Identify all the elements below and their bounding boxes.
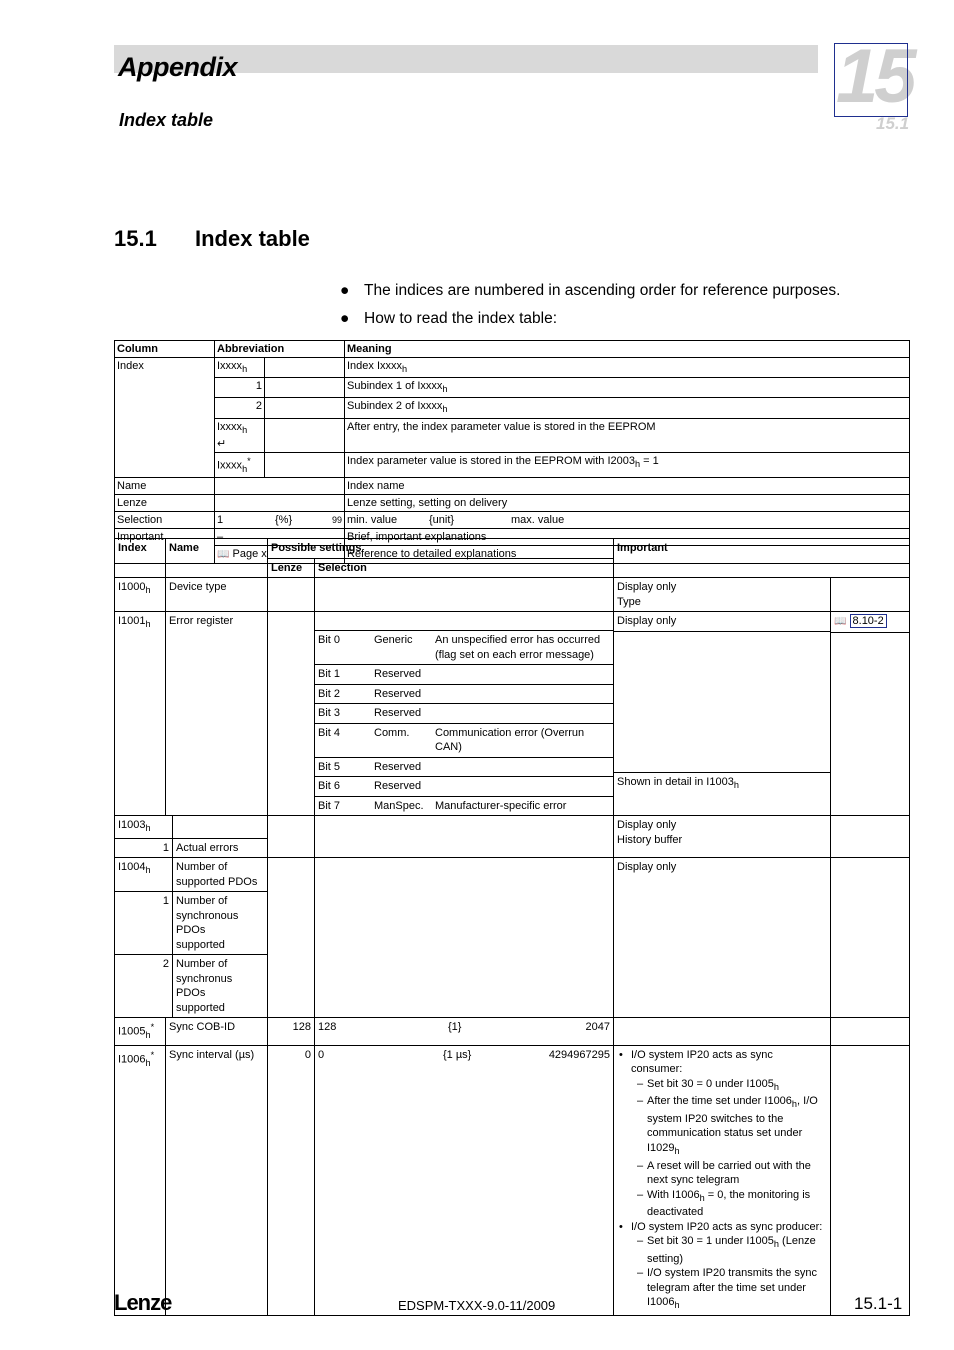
col-possible: Possible settings [268, 539, 614, 559]
index-table [114, 538, 910, 1316]
legend-header-meaning: Meaning [345, 341, 910, 358]
section-title: Index table [195, 226, 310, 251]
col-selection: Selection [315, 558, 614, 578]
ref-link[interactable]: 8.10-2 [850, 614, 887, 628]
table-row: $I1003_h$ 1 Actual errors Display only History buffer [115, 816, 910, 858]
col-index: Index [115, 539, 166, 578]
table-row: $I1004_h$ Number of supported PDOs 1 Number of synchronous PDOs supported 2 Number of synchronus PDOs supported Display only [115, 858, 910, 1018]
chapter-title: Appendix [118, 52, 238, 82]
book-icon: 📖 [834, 616, 847, 627]
legend-table: Column Abbreviation Meaning Index Ixxxx$_h$ Index Ixxxx$_h$ 1 Subindex 1 of Ixxxx$_h$ 2 Subindex 2 of Ixxxx$_h$ Ixxxx$_h$ ↵ After entry, the index parameter value is stored in the EEPROM Ixxxx$_h$* Index parameter value is stored in the EEPROM with $I2003_h = 1$ Name Index name Lenze Lenze setting, setting on delivery Selection 1 {%} 99 min. value {unit} max. value Important – Brief, important explanations 📖 Page x Reference to detailed explanations [114, 340, 910, 564]
col-name: Name [166, 539, 268, 578]
book-icon: 📖 [217, 548, 230, 560]
lenze-logo: Lenze [114, 1290, 172, 1315]
bullet-item: ● The indices are numbered in ascending order for reference purposes. [340, 282, 841, 299]
chapter-number: 15 [836, 34, 913, 119]
legend-header-column: Column [115, 341, 215, 358]
section-number: 15.1 [114, 226, 157, 251]
enter-icon: ↵ [217, 437, 227, 450]
table-row: $I1005_h^*$ Sync COB-ID 128 128 {1} 2047 [115, 1018, 910, 1045]
legend-index-label: Index [115, 358, 215, 478]
section-tag: 15.1 [876, 114, 910, 133]
bullet-item: ● How to read the index table: [340, 310, 558, 327]
table-row: $I1000_h$ Device type Display only Type [115, 578, 910, 612]
col-lenze: Lenze [268, 558, 315, 578]
table-row: $I1006_h^*$ Sync interval (µs) 0 0 {1 µs} 4294967295 • I/O system IP20 acts as sync consumer: – Set bit 30 = 0 under $I1005_h$ – After the time set under $I1006_h$, I/O system IP20 switches to the communication status set under $I1029_h$ – A reset will be carried out with the next sync telegram – With $I1006_h = 0$, the monitoring is deactivated • I/O system IP20 acts as sync producer: – Set bit 30 = 1 under $I1005_h$ (Lenze setting) – I/O system IP20 transmits the sync telegram after the time set under $I1006_h$ [115, 1045, 910, 1316]
page-number: 15.1-1 [854, 1294, 903, 1313]
table-row: $I1001_h$ Error register Bit 0 Generic An unspecified error has occurred (flag set on each error message) Bit 1 Reserved Bit 2 Reserved Bit 3 Reserved Bit 4 Comm. Communication error (Overrun CAN) Bit 5 Reserved Bit 6 Reserved Bit 7 ManSpec. Manufacturer-specific error Display only Shown in detail in $I1003_h$ 📖 8.10-2 [115, 612, 910, 816]
chapter-subtitle: Index table [119, 110, 214, 130]
chapter-number-box [834, 43, 908, 117]
col-important: Important [614, 539, 910, 578]
legend-header-abbreviation: Abbreviation [215, 341, 345, 358]
document-code: EDSPM-TXXX-9.0-11/2009 [398, 1298, 556, 1313]
